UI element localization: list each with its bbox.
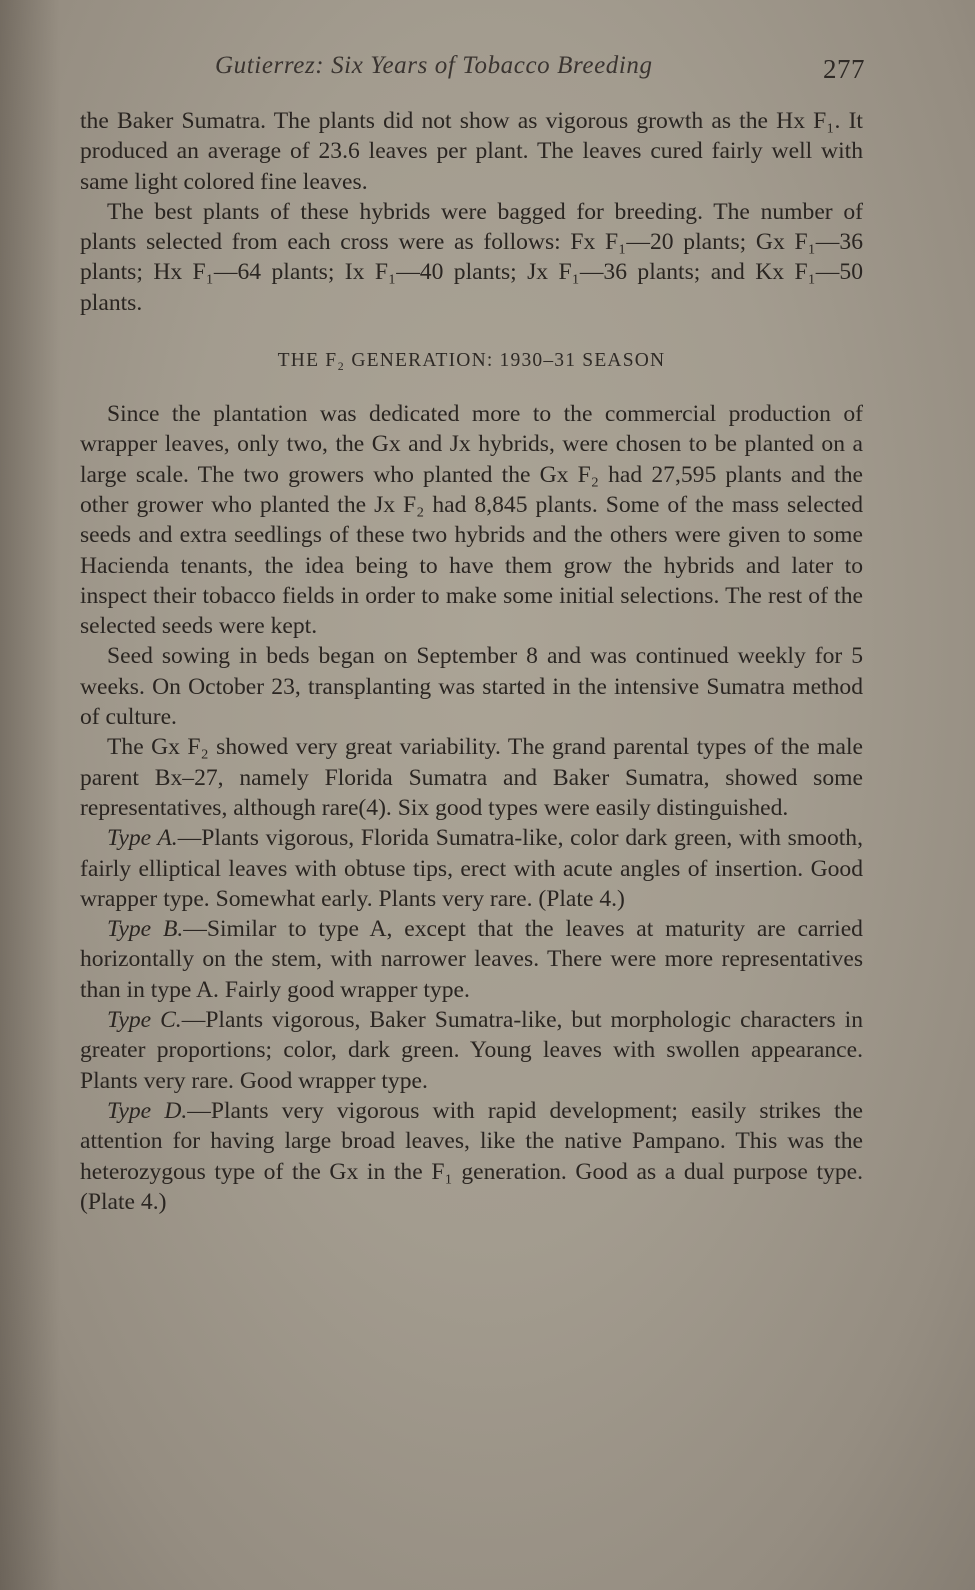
type-b-text: —Similar to type A, except that the leaves at maturity are carried horizontally on the stem, with narrower leaves. There were more representatives than in type A. Fairly good wrapper type. [80,916,863,1003]
type-a-text: —Plants vigorous, Florida Sumatra-like, color dark green, with smooth, fairly elliptical leaves with obtuse tips, erect with acute angles of insertion. Good wrapper type. Somewhat early. Plants very rare. (Plate 4.) [80,825,863,912]
paragraph-type-a [80,823,863,914]
paragraph-plantation: Since the plantation was dedicated more to the commercial production of wrapper leaves, only two, the Gx and Jx hybrids, were chosen to be planted on a large scale. The two growers who planted the Gx F₂ had 27,595 plants and the other grower who planted the Jx F₂ had 8,845 plants. Some of the mass selected seeds and extra seedlings of these two hybrids and the others were given to some Hacienda tenants, the idea being to have them grow the hybrids and later to inspect their tobacco fields in order to make some initial selections. The rest of the selected seeds were kept. [80,401,863,640]
paragraph-seed-sowing: Seed sowing in beds began on September 8 and was continued weekly for 5 weeks. On October 23, transplanting was started in the intensive Sumatra method of culture. [80,643,863,731]
paragraph-selection: The best plants of these hybrids were bagged for breeding. The number of plants selected from each cross were as follows: Fx F₁—20 plants; Gx F₁—36 plants; Hx F₁—64 plants; Ix F₁—40 plants; Jx F₁—36 plants; and Kx F₁—50 plants. [80,198,863,316]
page-header [80,52,865,88]
running-head: Gutierrez: Six Years of Tobacco Breeding [215,52,653,79]
type-d-label: Type D. [107,1097,188,1124]
type-c-label: Type C. [107,1007,182,1034]
type-a-label: Type A. [107,825,178,852]
type-d-text: —Plants very vigorous with rapid development; easily strikes the attention for having large broad leaves, like the native Pampano. This was the heterozygous type of the Gx in the F₁ generation. Good as a dual purpose type. (Plate 4.) [80,1097,864,1215]
paragraph-continued: the Baker Sumatra. The plants did not show as vigorous growth as the Hx F₁. It produced an average of 23.6 leaves per plant. The leaves cured fairly well with same light colored fine leaves. [80,108,863,195]
page-number: 277 [823,54,865,84]
paragraph-type-b [80,914,863,1005]
paragraph-type-c [80,1005,863,1096]
paragraph-variability: The Gx F₂ showed very great variability. The grand parental types of the male parent Bx–27, namely Florida Sumatra and Baker Sumatra, showed some representatives, although rare(4). Six good types were easily distinguished. [80,734,863,821]
type-c-text: —Plants vigorous, Baker Sumatra-like, but morphologic characters in greater proportions; color, dark green. Young leaves with swollen appearance. Plants very rare. Good wrapper type. [80,1007,863,1094]
section-heading: THE F₂ GENERATION: 1930–31 SEASON [277,350,666,372]
body-text [80,106,863,1217]
type-b-label: Type B. [107,916,184,943]
paragraph-type-d [80,1096,863,1217]
